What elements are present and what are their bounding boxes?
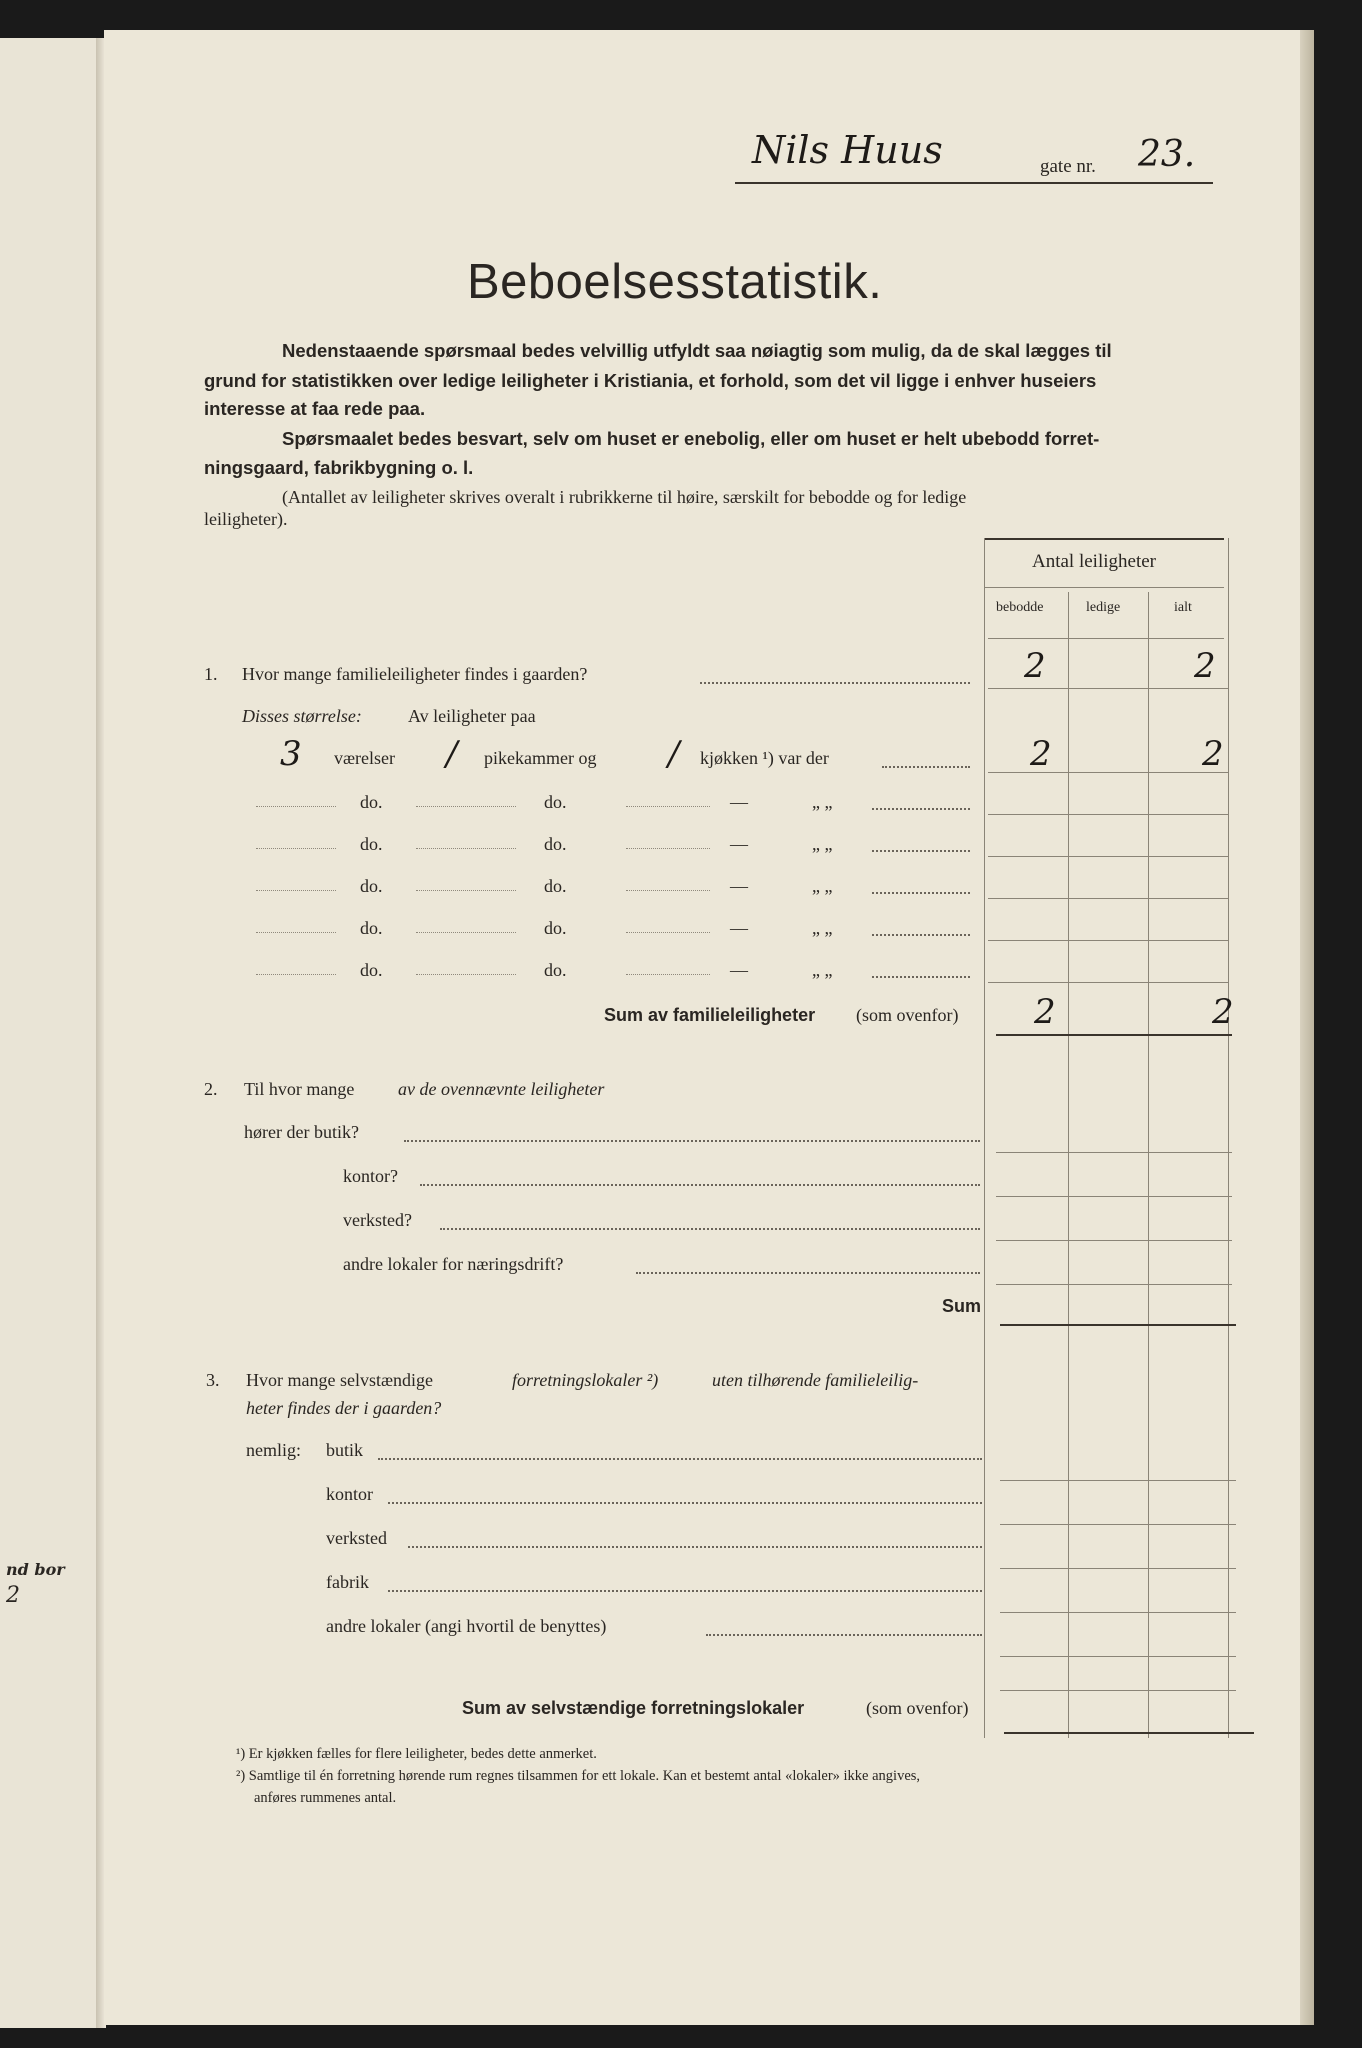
pikekammer-value: / bbox=[446, 734, 458, 774]
table-row-rule bbox=[1000, 1612, 1236, 1613]
blank-field bbox=[626, 806, 710, 807]
q3-item-kontor: kontor bbox=[326, 1484, 373, 1504]
page-title: Beboelsesstatistik. bbox=[467, 255, 883, 309]
do-pikekammer: do. bbox=[544, 960, 567, 980]
intro-line-2: grund for statistikken over ledige leiligheter i Kristiania, et forhold, som det vil ligge i enhver huseiers bbox=[204, 370, 1097, 391]
row1-ialt: 2 bbox=[1202, 734, 1224, 774]
q1-sum-suffix: (som ovenfor) bbox=[856, 1005, 959, 1025]
q3-text-c: uten tilhørende familieleilig- bbox=[712, 1370, 919, 1390]
table-row-rule bbox=[988, 856, 1228, 857]
q2-item-kontor: kontor? bbox=[343, 1166, 398, 1186]
leader-dots bbox=[420, 1184, 980, 1186]
table-top-rule bbox=[984, 538, 1224, 540]
page-edge bbox=[1300, 30, 1314, 2025]
q2-item-butik: hører der butik? bbox=[244, 1122, 359, 1142]
do-dash: — bbox=[730, 834, 748, 854]
table-row-rule bbox=[1000, 1480, 1236, 1481]
q1-answer-ialt: 2 bbox=[1194, 646, 1216, 686]
q3-text-d: heter findes der i gaarden? bbox=[246, 1398, 442, 1418]
leader-dots bbox=[872, 934, 970, 936]
q3-number: 3. bbox=[206, 1370, 220, 1390]
table-row-rule bbox=[1000, 1524, 1236, 1525]
table-row-rule bbox=[1000, 1568, 1236, 1569]
q3-item-fabrik: fabrik bbox=[326, 1572, 369, 1592]
form-page bbox=[104, 30, 1304, 2025]
table-row-rule bbox=[1000, 1690, 1236, 1691]
leader-dots bbox=[872, 976, 970, 978]
q1-answer-bebodde: 2 bbox=[1024, 646, 1046, 686]
intro-line-5: ningsgaard, fabrikbygning o. l. bbox=[204, 457, 474, 478]
table-row-rule bbox=[988, 940, 1228, 941]
table-row-rule bbox=[988, 814, 1228, 815]
q2-text-a: Til hvor mange bbox=[244, 1079, 355, 1099]
q1-number: 1. bbox=[204, 664, 218, 684]
leader-dots bbox=[388, 1590, 982, 1592]
blank-field bbox=[256, 974, 336, 975]
leader-dots bbox=[408, 1546, 982, 1548]
blank-field bbox=[626, 932, 710, 933]
q3-item-verksted: verksted bbox=[326, 1528, 387, 1548]
leader-dots bbox=[440, 1228, 980, 1230]
table-row-rule bbox=[996, 1284, 1232, 1285]
leader-dots bbox=[872, 808, 970, 810]
do-quote: „ „ bbox=[812, 834, 833, 854]
column-ialt: ialt bbox=[1174, 600, 1192, 615]
q1-sum-bebodde: 2 bbox=[1034, 992, 1056, 1032]
kjokken-label: kjøkken ¹) var der bbox=[700, 748, 829, 768]
leader-dots bbox=[706, 1634, 982, 1636]
q1-sizes-label: Disses størrelse: bbox=[242, 706, 362, 726]
q3-sum-suffix: (som ovenfor) bbox=[866, 1698, 969, 1718]
do-quote: „ „ bbox=[812, 876, 833, 896]
street-number-handwriting: 23. bbox=[1138, 134, 1196, 175]
intro-line-7: leiligheter). bbox=[204, 509, 288, 529]
q1-sum-label: Sum av familieleiligheter bbox=[604, 1005, 816, 1025]
leader-dots bbox=[872, 850, 970, 852]
leader-dots bbox=[882, 766, 970, 768]
blank-field bbox=[416, 932, 516, 933]
leader-dots bbox=[388, 1502, 982, 1504]
q3-item-andre: andre lokaler (angi hvortil de benyttes) bbox=[326, 1616, 607, 1636]
leader-dots bbox=[700, 682, 970, 684]
do-dash: — bbox=[730, 960, 748, 980]
leader-dots bbox=[636, 1272, 980, 1274]
blank-field bbox=[256, 932, 336, 933]
q2-item-verksted: verksted? bbox=[343, 1210, 412, 1230]
table-row-rule bbox=[996, 1196, 1232, 1197]
left-page-text: nd bor bbox=[6, 1560, 65, 1579]
q1-sum-rule bbox=[996, 1034, 1232, 1036]
do-pikekammer: do. bbox=[544, 918, 567, 938]
vaerelser-label: værelser bbox=[334, 748, 395, 768]
table-row-rule bbox=[988, 982, 1228, 983]
q3-sum-label: Sum av selvstændige forretningslokaler bbox=[462, 1698, 805, 1718]
q2-text-b: av de ovennævnte leiligheter bbox=[398, 1079, 605, 1099]
leader-dots bbox=[872, 892, 970, 894]
q2-number: 2. bbox=[204, 1079, 218, 1099]
kjokken-value: / bbox=[668, 734, 680, 774]
left-page-handwriting: 2 bbox=[6, 1583, 20, 1608]
table-row-rule bbox=[996, 1152, 1232, 1153]
do-vaerelser: do. bbox=[360, 918, 383, 938]
left-page-edge bbox=[0, 38, 98, 2028]
column-bebodde: bebodde bbox=[996, 600, 1044, 615]
do-dash: — bbox=[730, 792, 748, 812]
table-row-rule bbox=[988, 898, 1228, 899]
blank-field bbox=[256, 890, 336, 891]
table-row-rule bbox=[988, 688, 1228, 689]
column-divider-2 bbox=[1148, 592, 1149, 1738]
do-pikekammer: do. bbox=[544, 834, 567, 854]
do-quote: „ „ bbox=[812, 918, 833, 938]
q3-text-a: Hvor mange selvstændige bbox=[246, 1370, 433, 1390]
blank-field bbox=[626, 848, 710, 849]
leader-dots bbox=[404, 1140, 980, 1142]
table-header-rule bbox=[984, 587, 1224, 588]
table-column-header-rule bbox=[988, 638, 1224, 639]
table-left-rule bbox=[984, 538, 985, 1738]
row1-bebodde: 2 bbox=[1030, 734, 1052, 774]
table-right-rule bbox=[1228, 538, 1229, 1738]
do-quote: „ „ bbox=[812, 960, 833, 980]
footnote-2: ²) Samtlige til én forretning hørende rum regnes tilsammen for ett lokale. Kan et bestemt antal «lokaler» ikke angives, bbox=[236, 1768, 921, 1784]
blank-field bbox=[416, 974, 516, 975]
q3-text-b: forretningslokaler ²) bbox=[512, 1370, 659, 1390]
q1-sum-ialt: 2 bbox=[1212, 992, 1234, 1032]
do-vaerelser: do. bbox=[360, 960, 383, 980]
footnote-3: anføres rummenes antal. bbox=[254, 1790, 397, 1806]
intro-line-4: Spørsmaalet bedes besvart, selv om huset er enebolig, eller om huset er helt ubebodd forret- bbox=[282, 428, 1100, 449]
blank-field bbox=[626, 974, 710, 975]
column-ledige: ledige bbox=[1086, 600, 1121, 615]
pikekammer-label: pikekammer og bbox=[484, 748, 597, 768]
blank-field bbox=[256, 806, 336, 807]
blank-field bbox=[626, 890, 710, 891]
intro-line-6: (Antallet av leiligheter skrives overalt i rubrikkerne til høire, særskilt for bebodde og for ledige bbox=[282, 487, 967, 507]
do-pikekammer: do. bbox=[544, 876, 567, 896]
table-row-rule bbox=[988, 772, 1228, 773]
intro-line-1: Nedenstaaende spørsmaal bedes velvillig utfyldt saa nøiagtig som mulig, da de skal lægges til bbox=[282, 340, 1112, 361]
address-underline bbox=[735, 182, 1213, 184]
q3-nemlig: nemlig: bbox=[246, 1440, 301, 1460]
q2-sum-label: Sum bbox=[942, 1296, 982, 1316]
q2-sum-rule bbox=[1000, 1324, 1236, 1326]
column-divider-1 bbox=[1068, 592, 1069, 1738]
do-pikekammer: do. bbox=[544, 792, 567, 812]
do-vaerelser: do. bbox=[360, 876, 383, 896]
table-row-rule bbox=[1000, 1656, 1236, 1657]
q1-text: Hvor mange familieleiligheter findes i gaarden? bbox=[242, 664, 588, 684]
q3-sum-rule bbox=[1004, 1732, 1254, 1734]
do-vaerelser: do. bbox=[360, 834, 383, 854]
q2-item-andre: andre lokaler for næringsdrift? bbox=[343, 1254, 564, 1274]
leader-dots bbox=[378, 1458, 982, 1460]
vaerelser-value: 3 bbox=[280, 734, 302, 774]
blank-field bbox=[416, 890, 516, 891]
q3-item-butik: butik bbox=[326, 1440, 364, 1460]
footnote-1: ¹) Er kjøkken fælles for flere leiligheter, bedes dette anmerket. bbox=[236, 1746, 597, 1762]
q1-sizes-text: Av leiligheter paa bbox=[408, 706, 536, 726]
blank-field bbox=[416, 848, 516, 849]
table-row-rule bbox=[996, 1240, 1232, 1241]
blank-field bbox=[256, 848, 336, 849]
table-header: Antal leiligheter bbox=[1032, 551, 1156, 572]
street-name-handwriting: Nils Huus bbox=[752, 128, 943, 172]
blank-field bbox=[416, 806, 516, 807]
gate-label: gate nr. bbox=[1040, 156, 1096, 177]
do-vaerelser: do. bbox=[360, 792, 383, 812]
do-dash: — bbox=[730, 876, 748, 896]
intro-line-3: interesse at faa rede paa. bbox=[204, 398, 426, 419]
do-dash: — bbox=[730, 918, 748, 938]
do-quote: „ „ bbox=[812, 792, 833, 812]
